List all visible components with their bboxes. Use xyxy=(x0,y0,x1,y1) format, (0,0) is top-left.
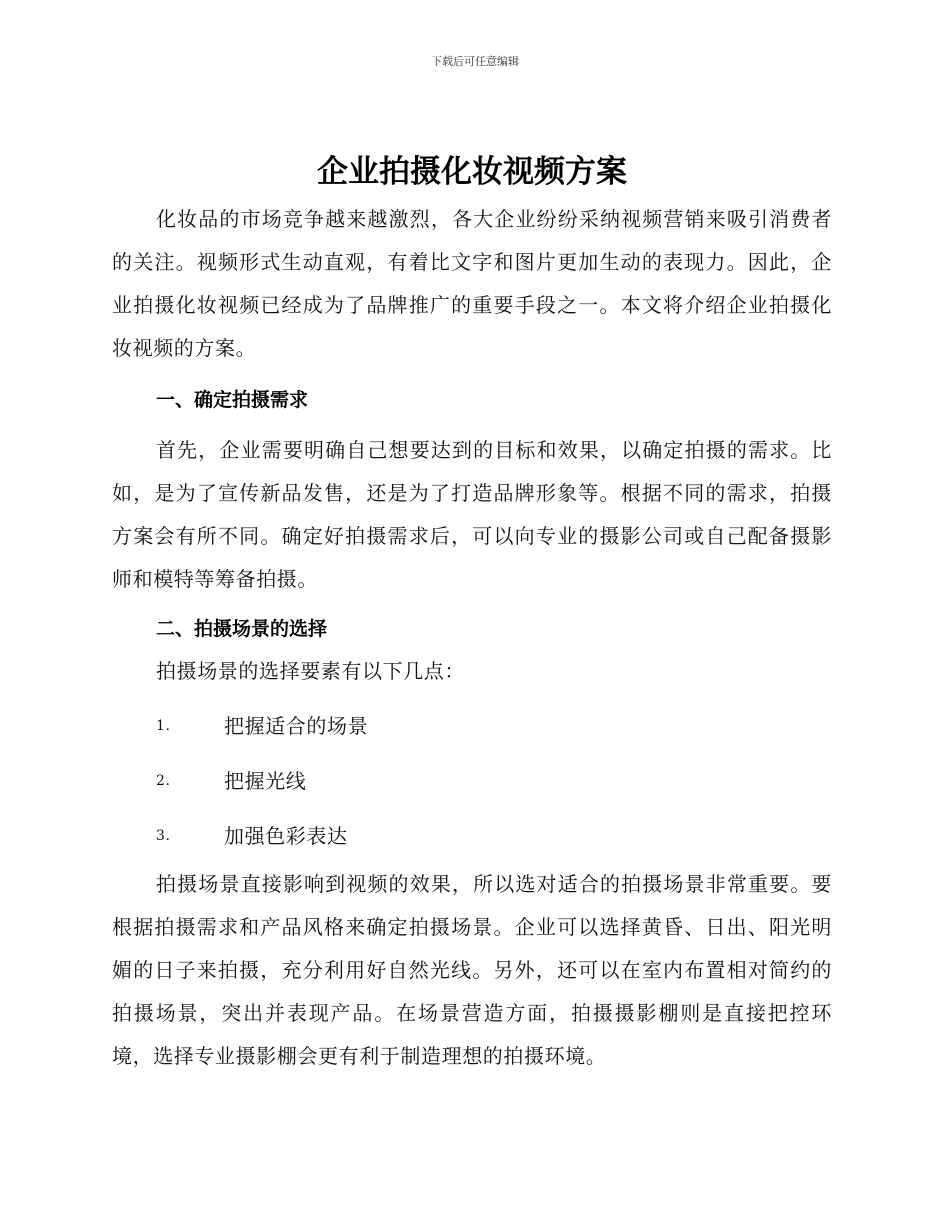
list-item-text: 把握光线 xyxy=(224,769,307,793)
intro-paragraph: 化妆品的市场竞争越来越激烈，各大企业纷纷采纳视频营销来吸引消费者的关注。视频形式生动直观，有着比文字和图片更加生动的表现力。因此，企业拍摄化妆视频已经成为了品牌推广的重要手段之一。本文将介绍企业拍摄化妆视频的方案。 xyxy=(112,207,832,360)
list-item-number: 3. xyxy=(156,828,171,844)
list-item xyxy=(112,712,832,740)
page-header: 下载后可任意编辑 xyxy=(431,55,519,68)
list-item-number: 2. xyxy=(156,773,171,789)
section-heading-requirements: 一、确定拍摄需求 xyxy=(156,389,309,411)
list-intro: 拍摄场景的选择要素有以下几点： xyxy=(156,659,465,683)
list-item xyxy=(112,767,832,795)
list-item-text: 把握适合的场景 xyxy=(224,714,369,738)
document-title: 企业拍摄化妆视频方案 xyxy=(317,154,627,190)
scene-elements-list xyxy=(112,712,832,850)
document-content xyxy=(112,150,832,1078)
section-heading-scene-selection: 二、拍摄场景的选择 xyxy=(156,618,328,640)
list-item-text: 加强色彩表达 xyxy=(224,824,348,848)
list-item xyxy=(112,822,832,850)
list-item-number: 1. xyxy=(156,718,171,734)
requirements-paragraph: 首先，企业需要明确自己想要达到的目标和效果，以确定拍摄的需求。比如，是为了宣传新品发售，还是为了打造品牌形象等。根据不同的需求，拍摄方案会有所不同。确定好拍摄需求后，可以向专业的摄影公司或自己配备摄影师和模特等筹备拍摄。 xyxy=(112,438,832,591)
scene-selection-paragraph: 拍摄场景直接影响到视频的效果，所以选对适合的拍摄场景非常重要。要根据拍摄需求和产品风格来确定拍摄场景。企业可以选择黄昏、日出、阳光明媚的日子来拍摄，充分利用好自然光线。另外，还可以在室内布置相对简约的拍摄场景，突出并表现产品。在场景营造方面，拍摄摄影棚则是直接把控环境，选择专业摄影棚会更有利于制造理想的拍摄环境。 xyxy=(112,872,832,1068)
